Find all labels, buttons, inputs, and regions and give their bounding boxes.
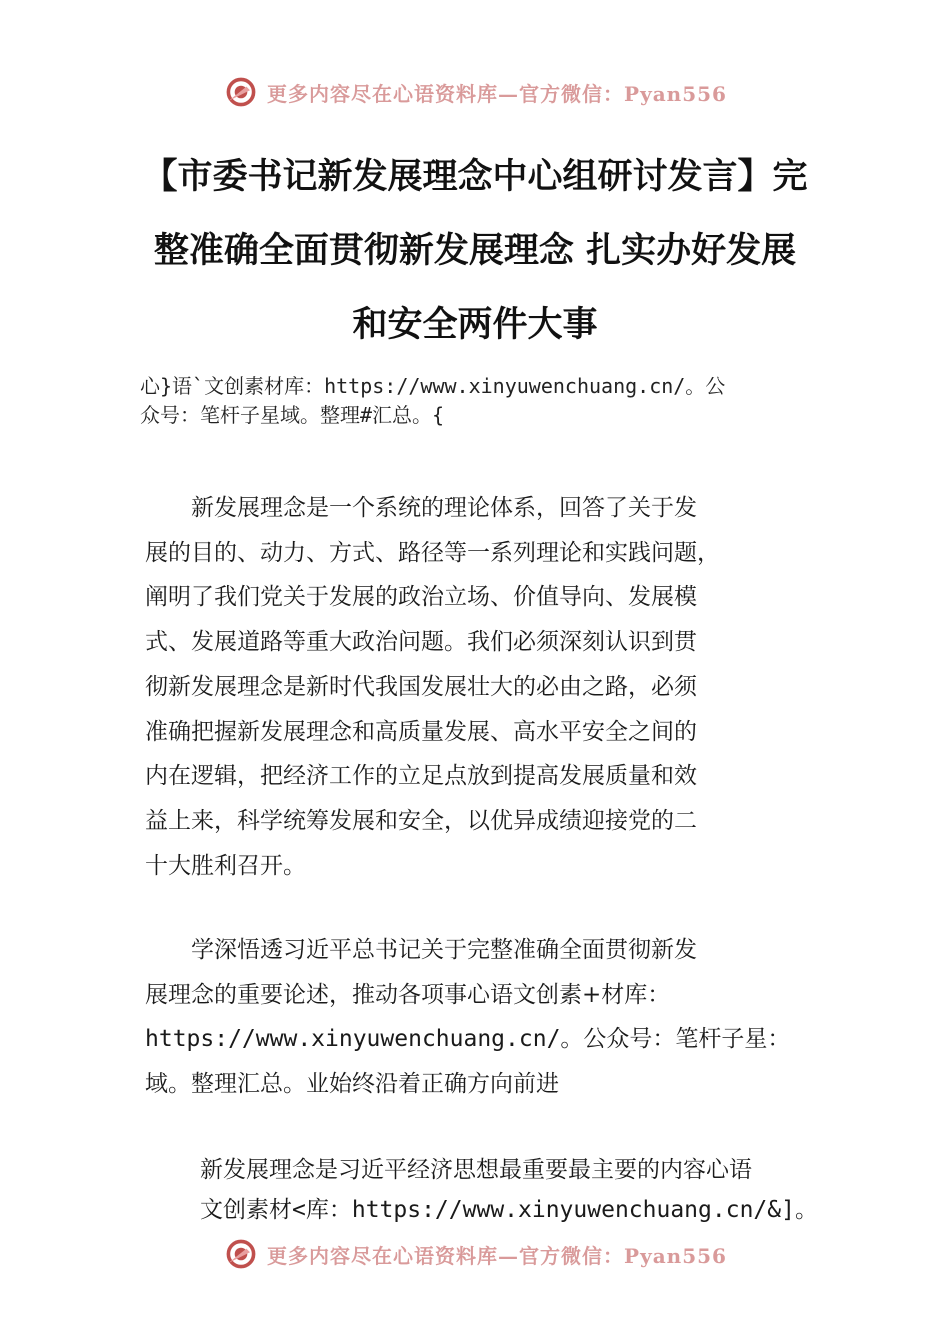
paragraph-line: 展理念的重要论述，推动各项事心语文创素+材库：: [145, 981, 671, 1008]
paragraph-line: 内在逻辑，把经济工作的立足点放到提高发展质量和效: [145, 763, 697, 790]
paragraph-line: 式、发展道路等重大政治问题。我们必须深刻认识到贯: [145, 629, 697, 656]
paragraph-line: 展的目的、动力、方式、路径等一系列理论和实践问题，: [145, 539, 720, 566]
paragraph-3: [200, 1150, 860, 1230]
paragraph-line: 阐明了我们党关于发展的政治立场、价值导向、发展模: [145, 584, 697, 611]
brand-logo-icon: [223, 1236, 259, 1272]
paragraph-line: 学深悟透习近平总书记关于完整准确全面贯彻新发: [145, 937, 697, 963]
paragraph-line: 域。整理汇总。业始终沿着正确方向前进: [145, 1071, 559, 1098]
paragraph-line: 准确把握新发展理念和高质量发展、高水平安全之间的: [145, 718, 697, 745]
paragraph-line: 新发展理念是一个系统的理论体系，回答了关于发: [145, 495, 697, 521]
paragraph-line: 益上来，科学统筹发展和安全，以优异成绩迎接党的二: [145, 807, 697, 834]
note-line: 众号：笔杆子星域。整理#汇总。{: [140, 403, 445, 427]
watermark-text: 更多内容尽在心语资料库—官方微信：Pyan556: [267, 81, 727, 106]
watermark-text: 更多内容尽在心语资料库—官方微信：Pyan556: [267, 1243, 727, 1268]
source-note: [140, 372, 850, 430]
title-line: 和安全两件大事: [352, 304, 598, 345]
footer-watermark: [0, 1234, 950, 1274]
paragraph-line: https://www.xinyuwenchuang.cn/。公众号：笔杆子星：: [145, 1026, 791, 1053]
brand-logo-icon: [223, 74, 259, 110]
title-line: 【市委书记新发展理念中心组研讨发言】完: [142, 156, 808, 197]
paragraph-line: 彻新发展理念是新时代我国发展壮大的必由之路，必须: [145, 673, 697, 700]
paragraph-line: 文创素材<库：https://www.xinyuwenchuang.cn/&]。: [200, 1197, 818, 1223]
paragraph-2: [145, 928, 825, 1107]
header-watermark: [0, 72, 950, 112]
note-line: 心}语`文创素材库：https://www.xinyuwenchuang.cn/。公: [140, 374, 726, 398]
paragraph-line: 十大胜利召开。: [145, 852, 306, 879]
paragraph-line: 新发展理念是习近平经济思想最重要最主要的内容心语: [200, 1157, 752, 1183]
title-line: 整准确全面贯彻新发展理念 扎实办好发展: [153, 230, 797, 271]
paragraph-1: [145, 486, 825, 888]
document-title: [0, 140, 950, 362]
